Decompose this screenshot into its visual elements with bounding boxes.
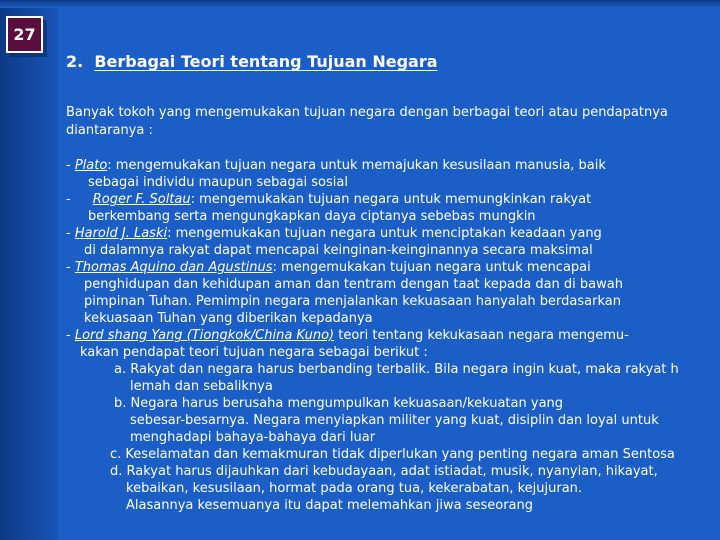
theory-text: : mengemukakan tujuan negara untuk memajukan kesusilaan manusia, baik: [107, 158, 606, 173]
theory-continuation: pimpinan Tuhan. Pemimpin negara menjalankan kekuasaan hanyalah berdasarkan: [84, 294, 621, 309]
theorist-name: Lord shang Yang (Tiongkok/China Kuno): [74, 328, 335, 343]
point-continuation: menghadapi bahaya-bahaya dari luar: [130, 430, 376, 445]
theory-continuation: sebagai individu maupun sebagai sosial: [88, 175, 348, 190]
point-item: [66, 446, 720, 463]
point-continuation: lemah dan sebaliknya: [130, 379, 273, 394]
left-decor-band: [0, 0, 58, 540]
theory-line: [66, 157, 720, 174]
point-label: c.: [110, 447, 126, 462]
theorist-name: Plato: [74, 158, 108, 173]
theory-line: [66, 259, 720, 276]
title-number: 2.: [66, 52, 84, 71]
bullet-dash: -: [66, 226, 75, 241]
point-text: Rakyat dan negara harus berbanding terbalik. Bila negara ingin kuat, maka rakyat h: [130, 362, 679, 377]
title-text: Berbagai Teori tentang Tujuan Negara: [94, 52, 438, 71]
theory-text: : mengemukakan tujuan negara untuk mencapai: [272, 260, 591, 275]
point-item: [66, 463, 720, 480]
theory-continuation: berkembang serta mengungkapkan daya ciptanya sebebas mungkin: [88, 209, 536, 224]
theory-line: [66, 191, 720, 208]
point-continuation: kebaikan, kesusilaan, hormat pada orang tua, kekerabatan, kejujuran.: [126, 481, 583, 496]
theory-text: : mengemukakan tujuan negara untuk memungkinkan rakyat: [190, 192, 592, 207]
point-text: Keselamatan dan kemakmuran tidak diperlukan yang penting negara aman Sentosa: [125, 447, 675, 462]
point-label: b.: [114, 396, 131, 411]
bullet-dash: -: [66, 328, 75, 343]
point-continuation: sebesar-besarnya. Negara menyiapkan militer yang kuat, disiplin dan loyal untuk: [130, 413, 659, 428]
bullet-dash: -: [66, 260, 75, 275]
theory-continuation: kakan pendapat teori tujuan negara sebagai berikut :: [80, 345, 428, 360]
theory-content: [66, 157, 720, 514]
point-text: Rakyat harus dijauhkan dari kebudayaan, adat istiadat, musik, nyanyian, hikayat,: [126, 464, 658, 479]
theorist-name: Harold J. Laski: [74, 226, 168, 241]
top-decor-band: [0, 0, 720, 8]
bullet-dash: -: [66, 158, 75, 173]
theory-text: teori tentang kekukasaan negara mengemu-: [334, 328, 629, 343]
point-continuation: Alasannya kesemuanya itu dapat melemahkan jiwa seseorang: [126, 498, 533, 513]
theory-line: [66, 327, 720, 344]
theory-continuation: di dalamnya rakyat dapat mencapai keinginan-keinginannya secara maksimal: [84, 243, 593, 258]
intro-paragraph: Banyak tokoh yang mengemukakan tujuan negara dengan berbagai teori atau pendapatnya diantaranya :: [66, 105, 668, 138]
slide-title: [66, 52, 438, 71]
slide-number-badge: 27: [6, 16, 43, 53]
point-label: a.: [114, 362, 131, 377]
theory-line: [66, 225, 720, 242]
bullet-dash: -: [66, 192, 71, 207]
point-text: Negara harus berusaha mengumpulkan kekuasaan/kekuatan yang: [130, 396, 564, 411]
theory-text: : mengemukakan tujuan negara untuk menciptakan keadaan yang: [167, 226, 602, 241]
point-label: d.: [110, 464, 127, 479]
theory-continuation: kekuasaan Tuhan yang diberikan kepadanya: [84, 311, 373, 326]
theory-continuation: penghidupan dan kehidupan aman dan tentram dengan taat kepada dan di bawah: [84, 277, 623, 292]
theorist-name: Thomas Aquino dan Agustinus: [74, 260, 273, 275]
point-item: [66, 361, 720, 378]
point-item: [66, 395, 720, 412]
theorist-name: Roger F. Soltau: [92, 192, 191, 207]
